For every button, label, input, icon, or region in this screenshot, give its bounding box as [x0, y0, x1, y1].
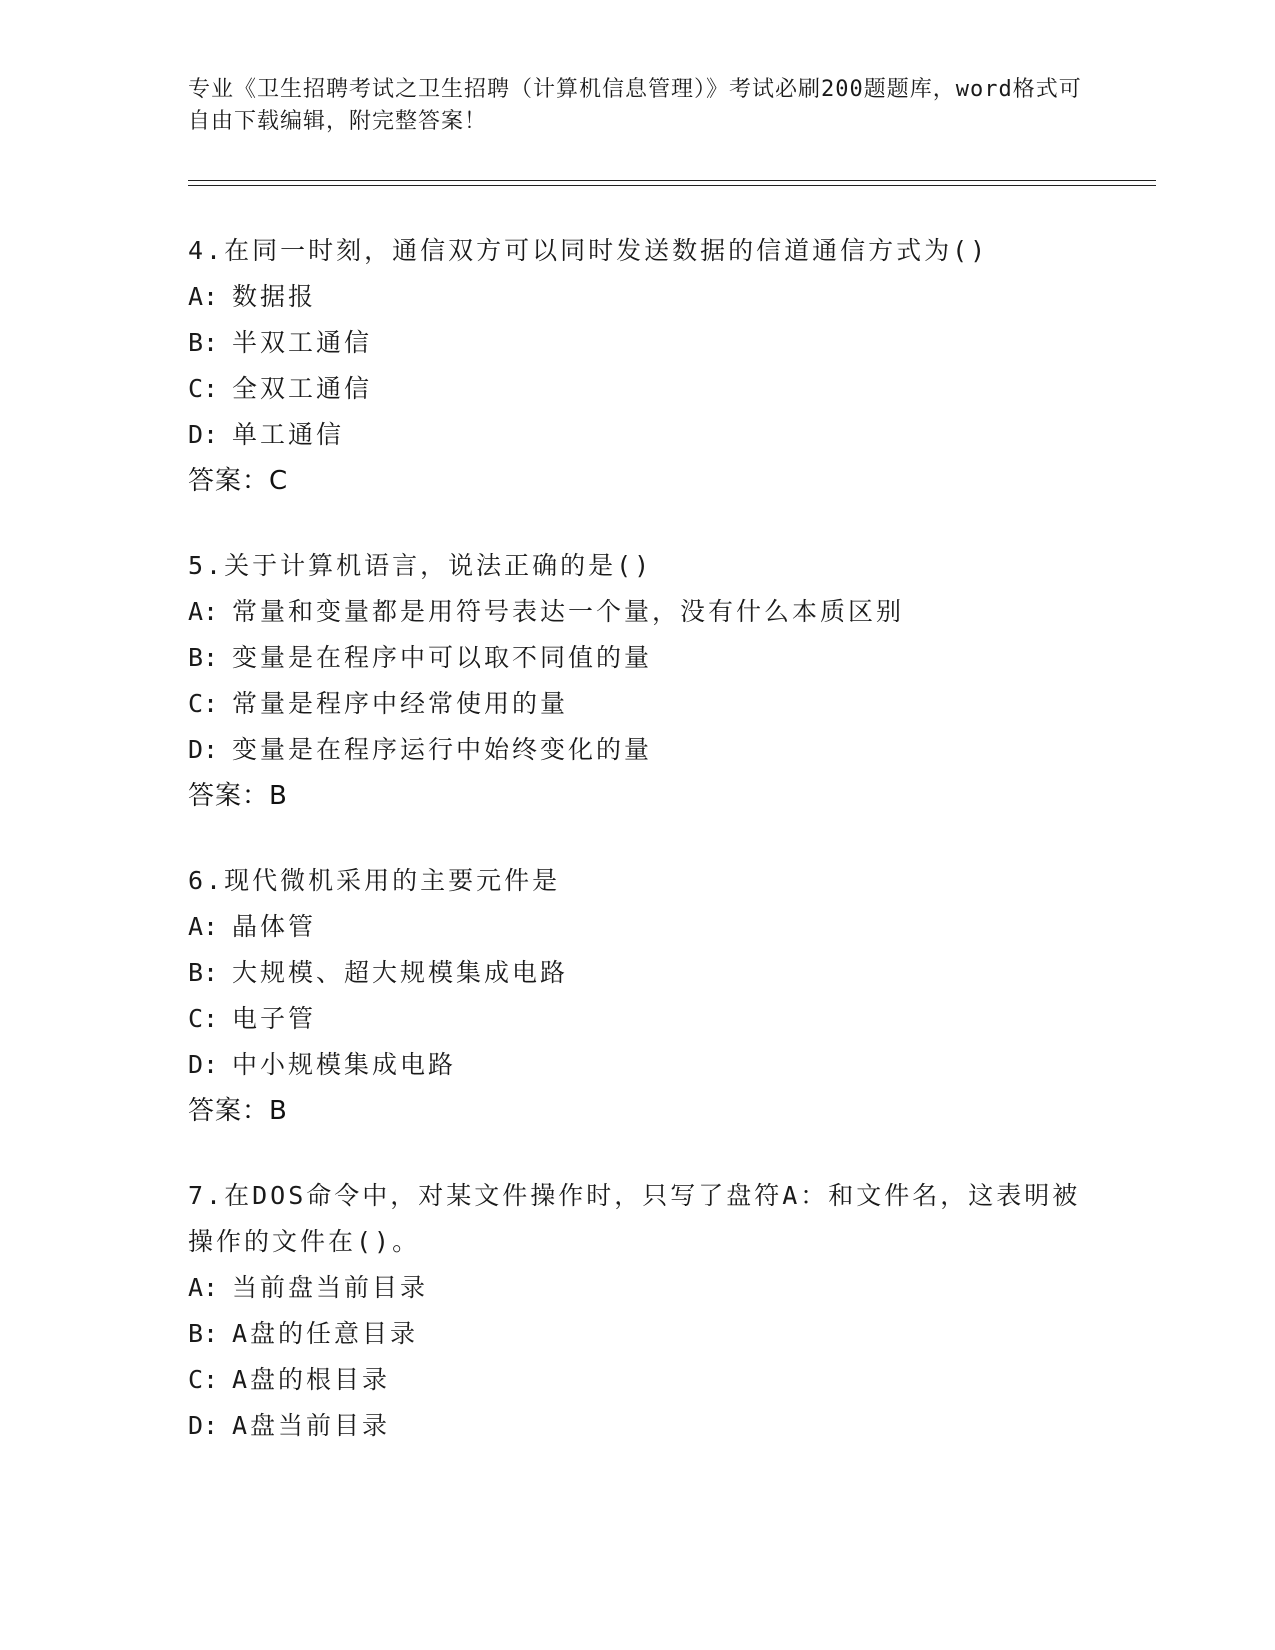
option-b [188, 320, 1108, 366]
header-divider-top [188, 180, 1156, 181]
question-6 [188, 858, 1108, 1134]
option-d [188, 1042, 1108, 1088]
question-5 [188, 543, 1108, 819]
option-letter: A: [188, 597, 219, 626]
option-d [188, 412, 1108, 458]
question-stem: 6.现代微机采用的主要元件是 [188, 866, 561, 895]
answer-label: 答案： [188, 466, 270, 496]
answer-value: C [269, 466, 288, 496]
option-letter: A: [188, 912, 219, 941]
option-text: 常量是程序中经常使用的量 [232, 689, 569, 718]
option-text: 数据报 [232, 282, 317, 311]
option-letter: A: [188, 282, 219, 311]
option-letter: B: [188, 643, 219, 672]
option-text: A盘的任意目录 [232, 1319, 419, 1348]
option-c [188, 996, 1108, 1042]
option-b [188, 1311, 1088, 1357]
option-text: 当前盘当前目录 [232, 1273, 429, 1302]
option-letter: A: [188, 1273, 219, 1302]
option-letter: B: [188, 328, 219, 357]
header-divider-bottom [188, 185, 1156, 186]
option-c [188, 681, 1108, 727]
answer-label: 答案： [188, 1096, 270, 1126]
option-letter: D: [188, 1411, 219, 1440]
option-letter: D: [188, 420, 219, 449]
option-a [188, 274, 1108, 320]
option-text: 晶体管 [232, 912, 317, 941]
document-header: 专业《卫生招聘考试之卫生招聘（计算机信息管理）》考试必刷200题题库，word格式可自由下载编辑，附完整答案！ [188, 77, 1082, 134]
option-text: 中小规模集成电路 [232, 1050, 457, 1079]
option-letter: D: [188, 735, 219, 764]
question-stem: 4.在同一时刻，通信双方可以同时发送数据的信道通信方式为() [188, 236, 989, 265]
option-c [188, 366, 1108, 412]
question-7 [188, 1173, 1088, 1449]
option-text: 全双工通信 [232, 374, 373, 403]
answer-line [188, 773, 1108, 819]
option-c [188, 1357, 1088, 1403]
option-d [188, 1403, 1088, 1449]
option-text: 半双工通信 [232, 328, 373, 357]
option-text: A盘当前目录 [232, 1411, 391, 1440]
answer-line [188, 458, 1108, 504]
option-a [188, 904, 1108, 950]
option-a [188, 589, 1108, 635]
option-letter: B: [188, 1319, 219, 1348]
answer-label: 答案： [188, 781, 270, 811]
option-letter: C: [188, 1365, 219, 1394]
answer-line [188, 1088, 1108, 1134]
option-text: 电子管 [232, 1004, 317, 1033]
question-stem: 5.关于计算机语言，说法正确的是() [188, 551, 653, 580]
option-text: 常量和变量都是用符号表达一个量，没有什么本质区别 [232, 597, 905, 626]
answer-value: B [269, 781, 287, 811]
option-b [188, 635, 1108, 681]
option-b [188, 950, 1108, 996]
option-letter: B: [188, 958, 219, 987]
question-stem: 7.在DOS命令中，对某文件操作时，只写了盘符A：和文件名，这表明被操作的文件在()。 [188, 1181, 1081, 1256]
option-text: 单工通信 [232, 420, 345, 449]
answer-value: B [269, 1096, 287, 1126]
question-4 [188, 228, 1108, 504]
option-text: A盘的根目录 [232, 1365, 391, 1394]
option-letter: C: [188, 1004, 219, 1033]
option-letter: C: [188, 689, 219, 718]
option-d [188, 727, 1108, 773]
option-letter: D: [188, 1050, 219, 1079]
option-letter: C: [188, 374, 219, 403]
option-a [188, 1265, 1088, 1311]
option-text: 变量是在程序中可以取不同值的量 [232, 643, 653, 672]
option-text: 大规模、超大规模集成电路 [232, 958, 569, 987]
option-text: 变量是在程序运行中始终变化的量 [232, 735, 653, 764]
